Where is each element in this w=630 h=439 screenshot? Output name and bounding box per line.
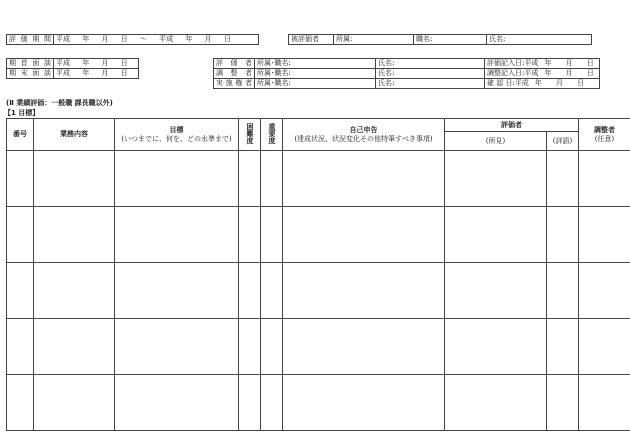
interview-label: 期 末 面 談 (7, 69, 54, 79)
header-number: 番号 (7, 119, 34, 151)
header-adjuster-subtitle: (任意) (594, 134, 615, 143)
period-from: 平成 年 月 日 (56, 35, 128, 43)
period-table (6, 34, 259, 45)
header-evaluator: 評価者 (445, 119, 579, 132)
rater-date-value: 年 月 日 (544, 69, 594, 77)
header-task: 業務内容 (34, 119, 115, 151)
cell-difficulty[interactable] (239, 263, 261, 319)
rater-date[interactable] (485, 79, 600, 89)
cell-opinion[interactable] (445, 151, 547, 207)
evaluatee-affiliation[interactable]: 所属: (334, 35, 414, 45)
interview-row (7, 59, 139, 69)
rater-date[interactable] (485, 59, 600, 69)
cell-goal[interactable] (115, 319, 239, 375)
cell-task[interactable] (34, 375, 115, 431)
cell-opinion[interactable] (445, 319, 547, 375)
rater-date-value: 年 月 日 (534, 79, 585, 87)
rater-date-value: 年 月 日 (544, 59, 594, 67)
header-difficulty-label: 困難度 (246, 122, 254, 144)
table-row (7, 207, 630, 263)
cell-adjuster[interactable] (579, 319, 630, 375)
header-goal-title: 目標 (169, 125, 184, 134)
cell-self-report[interactable] (283, 207, 445, 263)
table-row (7, 375, 630, 431)
cell-rating[interactable] (547, 319, 579, 375)
header-self-title: 自己申告 (349, 125, 378, 134)
subsection-heading: 【1 目標】 (4, 109, 40, 117)
evaluatee-label: 被評価者 (289, 35, 334, 45)
cell-task[interactable] (34, 263, 115, 319)
rater-date-label: 確 認 日:平成 (487, 79, 529, 87)
cell-rating[interactable] (547, 263, 579, 319)
raters-table (213, 58, 600, 89)
header-importance (261, 119, 283, 151)
cell-importance[interactable] (261, 319, 283, 375)
cell-difficulty[interactable] (239, 151, 261, 207)
header-rating: (評語) (547, 132, 579, 151)
cell-adjuster[interactable] (579, 151, 630, 207)
cell-number[interactable] (7, 151, 34, 207)
table-row (7, 319, 630, 375)
cell-difficulty[interactable] (239, 319, 261, 375)
rater-name[interactable]: 氏名: (376, 69, 485, 79)
rater-date-label: 調整記入日:平成 (487, 69, 539, 77)
interview-date[interactable]: 平成 年 月 日 (54, 69, 139, 79)
cell-number[interactable] (7, 375, 34, 431)
cell-rating[interactable] (547, 375, 579, 431)
rater-row (214, 79, 600, 89)
rater-name[interactable]: 氏名: (376, 59, 485, 69)
evaluatee-position[interactable]: 職名: (414, 35, 487, 45)
rater-affiliation[interactable]: 所属･職名: (255, 59, 376, 69)
goals-table (6, 118, 630, 431)
table-row (7, 263, 630, 319)
rater-role: 評 価 者 (214, 59, 255, 69)
cell-importance[interactable] (261, 263, 283, 319)
rater-name[interactable]: 氏名: (376, 79, 485, 89)
table-row (7, 151, 630, 207)
cell-number[interactable] (7, 263, 34, 319)
cell-goal[interactable] (115, 207, 239, 263)
header-adjuster-title: 調整者 (594, 125, 615, 134)
period-to: 平成 年 月 日 (159, 35, 231, 43)
cell-self-report[interactable] (283, 263, 445, 319)
cell-goal[interactable] (115, 263, 239, 319)
period-value[interactable] (54, 35, 259, 45)
period-label: 評 価 期 間 (7, 35, 54, 45)
header-difficulty (239, 119, 261, 151)
evaluatee-name[interactable]: 氏名: (487, 35, 592, 45)
header-goal (115, 119, 239, 151)
cell-opinion[interactable] (445, 207, 547, 263)
cell-goal[interactable] (115, 151, 239, 207)
evaluatee-table (288, 34, 592, 45)
interview-date[interactable]: 平成 年 月 日 (54, 59, 139, 69)
rater-affiliation[interactable]: 所属･職名: (255, 79, 376, 89)
period-separator: 〜 (139, 35, 147, 43)
header-goal-subtitle: (いつまでに、何を、どの水準まで) (121, 134, 232, 143)
cell-importance[interactable] (261, 207, 283, 263)
header-self-report (283, 119, 445, 151)
rater-role: 実施権者 (214, 79, 255, 89)
cell-adjuster[interactable] (579, 207, 630, 263)
interview-label: 期 首 面 談 (7, 59, 54, 69)
cell-self-report[interactable] (283, 319, 445, 375)
section-heading: (Ⅱ 業績評価：一般職 課長職以外) (6, 99, 113, 107)
cell-difficulty[interactable] (239, 375, 261, 431)
cell-task[interactable] (34, 319, 115, 375)
cell-number[interactable] (7, 319, 34, 375)
cell-rating[interactable] (547, 151, 579, 207)
cell-goal[interactable] (115, 375, 239, 431)
header-self-subtitle: (達成状況、状況変化その他特筆すべき事項) (294, 134, 433, 143)
cell-importance[interactable] (261, 151, 283, 207)
interview-row (7, 69, 139, 79)
interview-table (6, 58, 139, 79)
cell-adjuster[interactable] (579, 375, 630, 431)
cell-number[interactable] (7, 207, 34, 263)
header-importance-label: 重要度 (268, 122, 276, 144)
header-adjuster (579, 119, 630, 151)
cell-adjuster[interactable] (579, 263, 630, 319)
rater-date-label: 評価記入日:平成 (487, 59, 539, 67)
header-opinion: (所見) (445, 132, 547, 151)
cell-self-report[interactable] (283, 151, 445, 207)
rater-date[interactable] (485, 69, 600, 79)
cell-rating[interactable] (547, 207, 579, 263)
cell-importance[interactable] (261, 375, 283, 431)
rater-affiliation[interactable]: 所属･職名: (255, 69, 376, 79)
rater-row (214, 69, 600, 79)
cell-opinion[interactable] (445, 375, 547, 431)
cell-self-report[interactable] (283, 375, 445, 431)
cell-task[interactable] (34, 207, 115, 263)
cell-difficulty[interactable] (239, 207, 261, 263)
rater-role: 調 整 者 (214, 69, 255, 79)
cell-opinion[interactable] (445, 263, 547, 319)
rater-row (214, 59, 600, 69)
cell-task[interactable] (34, 151, 115, 207)
